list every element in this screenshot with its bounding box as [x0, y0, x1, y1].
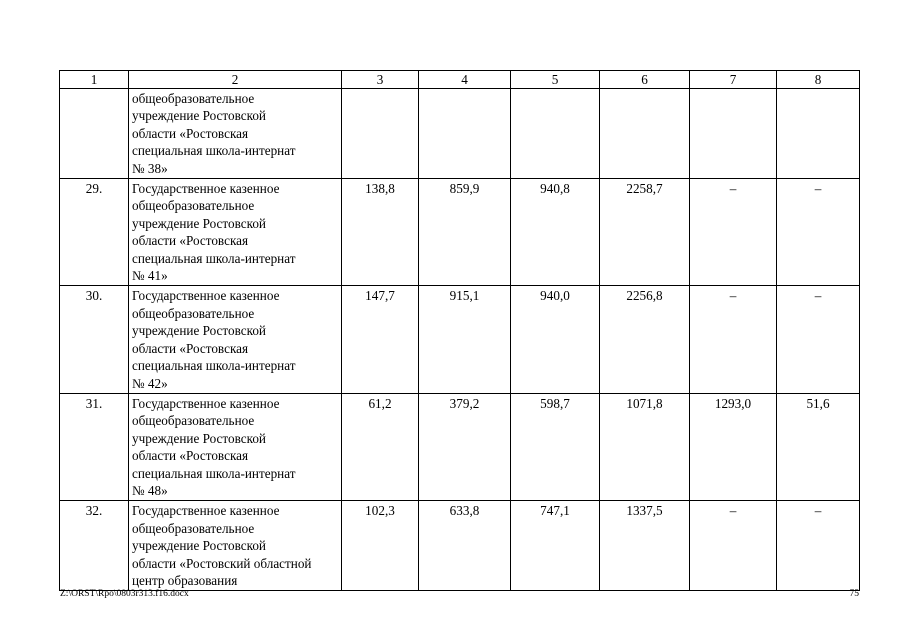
header-cell-8: 8 [777, 71, 860, 89]
header-cell-5: 5 [511, 71, 600, 89]
value-col-6 [600, 89, 690, 179]
header-cell-1: 1 [60, 71, 129, 89]
value-col-3: 61,2 [342, 393, 419, 500]
data-table [59, 70, 860, 591]
table-row [60, 89, 860, 179]
value-col-3: 102,3 [342, 501, 419, 591]
value-col-7: – [690, 286, 777, 393]
value-col-8: – [777, 501, 860, 591]
value-col-4: 379,2 [419, 393, 511, 500]
header-cell-7: 7 [690, 71, 777, 89]
row-number: 30. [60, 286, 129, 393]
table-row [60, 286, 860, 393]
value-col-6: 2256,8 [600, 286, 690, 393]
value-col-4: 633,8 [419, 501, 511, 591]
header-cell-3: 3 [342, 71, 419, 89]
value-col-3: 138,8 [342, 179, 419, 286]
row-number: 31. [60, 393, 129, 500]
table-row [60, 501, 860, 591]
value-col-4: 859,9 [419, 179, 511, 286]
value-col-5: 747,1 [511, 501, 600, 591]
value-col-8: – [777, 179, 860, 286]
value-col-7: 1293,0 [690, 393, 777, 500]
header-cell-4: 4 [419, 71, 511, 89]
value-col-8: – [777, 286, 860, 393]
value-col-6: 2258,7 [600, 179, 690, 286]
value-col-8: 51,6 [777, 393, 860, 500]
institution-name: Государственное казенное общеобразовательное учреждение Ростовской области «Ростовская специальная школа-интернат № 42» [129, 286, 342, 393]
value-col-8 [777, 89, 860, 179]
value-col-5: 598,7 [511, 393, 600, 500]
value-col-7: – [690, 179, 777, 286]
institution-name: Государственное казенное общеобразовательное учреждение Ростовской области «Ростовская специальная школа-интернат № 48» [129, 393, 342, 500]
row-number: 29. [60, 179, 129, 286]
value-col-6: 1337,5 [600, 501, 690, 591]
table-row [60, 393, 860, 500]
value-col-4 [419, 89, 511, 179]
page-number: 75 [849, 589, 859, 599]
row-number: 32. [60, 501, 129, 591]
row-number [60, 89, 129, 179]
institution-name: Государственное казенное общеобразовательное учреждение Ростовской области «Ростовская специальная школа-интернат № 41» [129, 179, 342, 286]
value-col-5: 940,8 [511, 179, 600, 286]
value-col-5 [511, 89, 600, 179]
value-col-7 [690, 89, 777, 179]
value-col-5: 940,0 [511, 286, 600, 393]
table-row [60, 179, 860, 286]
value-col-7: – [690, 501, 777, 591]
institution-name: Государственное казенное общеобразовательное учреждение Ростовской области «Ростовский областной центр образования [129, 501, 342, 591]
institution-name: общеобразовательное учреждение Ростовской области «Ростовская специальная школа-интернат № 38» [129, 89, 342, 179]
header-cell-6: 6 [600, 71, 690, 89]
value-col-6: 1071,8 [600, 393, 690, 500]
footer-file-path: Z:\ORST\Rpo\0803r313.f16.docx [60, 589, 189, 599]
header-cell-2: 2 [129, 71, 342, 89]
value-col-3 [342, 89, 419, 179]
value-col-3: 147,7 [342, 286, 419, 393]
value-col-4: 915,1 [419, 286, 511, 393]
header-row [60, 71, 860, 89]
